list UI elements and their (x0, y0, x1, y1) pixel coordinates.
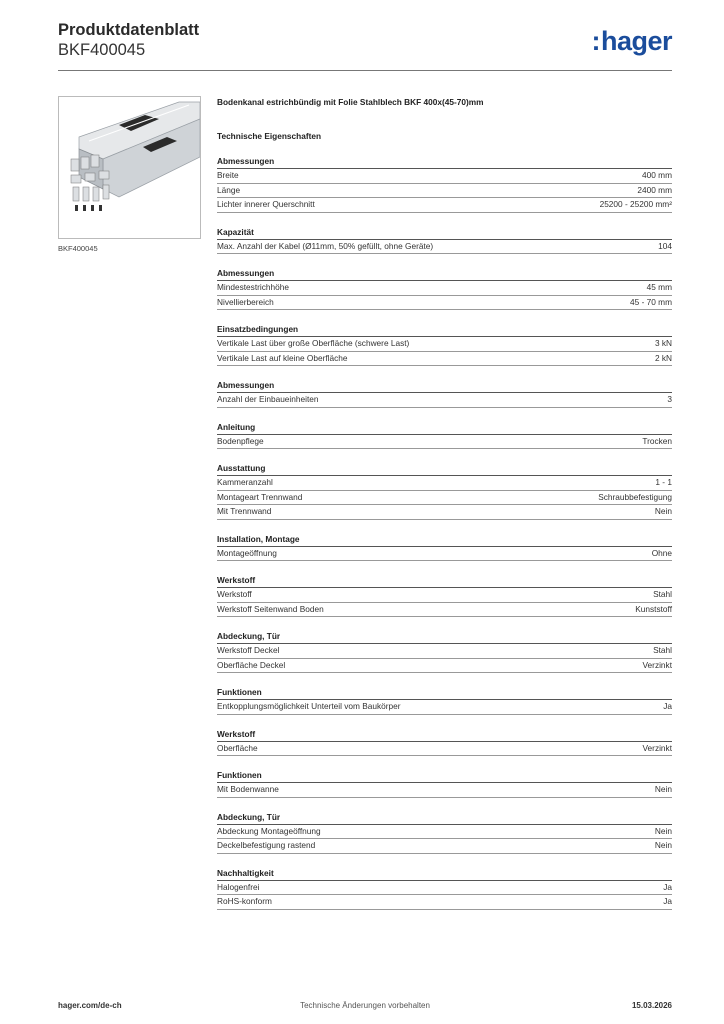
property-row (217, 491, 672, 506)
property-value: Nein (654, 825, 672, 836)
property-row (217, 659, 672, 674)
property-value: 2400 mm (637, 184, 672, 195)
footer-disclaimer: Technische Änderungen vorbehalten (300, 1001, 430, 1010)
property-label: Mindestestrichhöhe (217, 282, 289, 292)
property-row (217, 644, 672, 659)
article-number: BKF400045 (58, 41, 146, 59)
property-label: Lichter innerer Querschnitt (217, 199, 315, 209)
floor-duct-product-image-icon (59, 97, 200, 238)
footer-website: hager.com/de-ch (58, 1001, 122, 1010)
property-label: Halogenfrei (217, 881, 260, 892)
property-label: Entkopplungsmöglichkeit Unterteil vom Baukörper (217, 701, 401, 711)
section-heading: Abdeckung, Tür (217, 811, 672, 825)
section-heading: Ausstattung (217, 462, 672, 476)
property-row (217, 603, 672, 618)
section-heading: Werkstoff (217, 574, 672, 588)
property-label: Vertikale Last über große Oberfläche (schwere Last) (217, 338, 410, 348)
section-heading: Anleitung (217, 421, 672, 435)
property-row (217, 742, 672, 757)
property-label: Werkstoff Seitenwand Boden (217, 603, 324, 614)
property-label: RoHS-konform (217, 896, 272, 906)
section-heading: Abmessungen (217, 267, 672, 281)
property-value: 104 (658, 240, 672, 251)
document-title: Produktdatenblatt (58, 21, 200, 39)
property-value: Ohne (651, 547, 672, 558)
property-row (217, 198, 672, 213)
property-row (217, 476, 672, 491)
property-value: Schraubbefestigung (598, 491, 672, 502)
section-heading: Einsatzbedingungen (217, 323, 672, 337)
property-row (217, 825, 672, 840)
property-label: Werkstoff (217, 589, 252, 599)
hager-logo (591, 26, 672, 56)
property-row (217, 895, 672, 910)
property-row (217, 700, 672, 715)
property-label: Nivellierbereich (217, 296, 274, 307)
property-label: Oberfläche (217, 742, 258, 753)
property-label: Werkstoff Deckel (217, 645, 280, 655)
section-heading: Kapazität (217, 226, 672, 240)
property-value: Ja (663, 896, 672, 906)
footer-date: 15.03.2026 (631, 1001, 672, 1010)
property-value: 3 kN (654, 338, 672, 348)
property-row (217, 783, 672, 798)
section-heading: Funktionen (217, 686, 672, 700)
property-label: Anzahl der Einbaueinheiten (217, 394, 319, 404)
logo-colon-icon: : (591, 26, 600, 56)
property-label: Montageöffnung (217, 547, 277, 558)
image-caption: BKF400045 (58, 244, 98, 253)
property-row (217, 184, 672, 199)
property-label: Oberfläche Deckel (217, 659, 286, 670)
property-value: Verzinkt (642, 659, 672, 670)
property-row (217, 352, 672, 367)
product-image (58, 96, 201, 239)
property-row (217, 296, 672, 311)
property-value: Kunststoff (635, 603, 672, 614)
property-row (217, 281, 672, 296)
property-row (217, 393, 672, 408)
property-value: 2 kN (654, 352, 672, 363)
property-value: 25200 - 25200 mm² (599, 199, 672, 209)
property-label: Bodenpflege (217, 435, 264, 446)
property-row (217, 547, 672, 562)
property-row (217, 839, 672, 854)
property-row (217, 240, 672, 255)
property-value: Verzinkt (642, 742, 672, 753)
property-label: Vertikale Last auf kleine Oberfläche (217, 352, 348, 363)
property-value: Trocken (642, 435, 672, 446)
property-value: 3 (667, 394, 672, 404)
property-row (217, 169, 672, 184)
property-value: 1 - 1 (655, 477, 672, 487)
logo-text: hager (600, 26, 672, 56)
property-value: Stahl (653, 589, 672, 599)
section-heading: Abdeckung, Tür (217, 630, 672, 644)
property-label: Kammeranzahl (217, 477, 273, 487)
property-value: Ja (663, 881, 672, 892)
property-row (217, 337, 672, 352)
property-label: Abdeckung Montageöffnung (217, 825, 321, 836)
property-row (217, 881, 672, 896)
section-heading: Werkstoff (217, 728, 672, 742)
property-value: Nein (654, 506, 672, 516)
property-label: Breite (217, 170, 239, 180)
page-header (58, 20, 672, 68)
property-value: 400 mm (642, 170, 672, 180)
property-label: Länge (217, 184, 241, 195)
property-value: Nein (654, 784, 672, 794)
property-value: 45 - 70 mm (630, 296, 672, 307)
section-heading: Installation, Montage (217, 533, 672, 547)
property-label: Deckelbefestigung rastend (217, 840, 316, 850)
properties-table (217, 155, 672, 910)
property-value: Stahl (653, 645, 672, 655)
section-heading: Abmessungen (217, 379, 672, 393)
product-details (217, 96, 672, 910)
section-heading: Abmessungen (217, 155, 672, 169)
property-label: Montageart Trennwand (217, 491, 303, 502)
section-heading: Funktionen (217, 769, 672, 783)
property-row (217, 505, 672, 520)
property-value: Ja (663, 701, 672, 711)
property-label: Max. Anzahl der Kabel (Ø11mm, 50% gefüllt, ohne Geräte) (217, 240, 434, 251)
property-row (217, 435, 672, 450)
section-heading: Nachhaltigkeit (217, 867, 672, 881)
property-row (217, 588, 672, 603)
product-name: Bodenkanal estrichbündig mit Folie Stahlblech BKF 400x(45-70)mm (217, 97, 484, 107)
property-label: Mit Bodenwanne (217, 784, 279, 794)
property-value: Nein (654, 840, 672, 850)
header-divider (58, 70, 672, 71)
property-value: 45 mm (646, 282, 672, 292)
properties-title: Technische Eigenschaften (217, 131, 322, 141)
page-footer (58, 1001, 672, 1013)
property-label: Mit Trennwand (217, 506, 272, 516)
